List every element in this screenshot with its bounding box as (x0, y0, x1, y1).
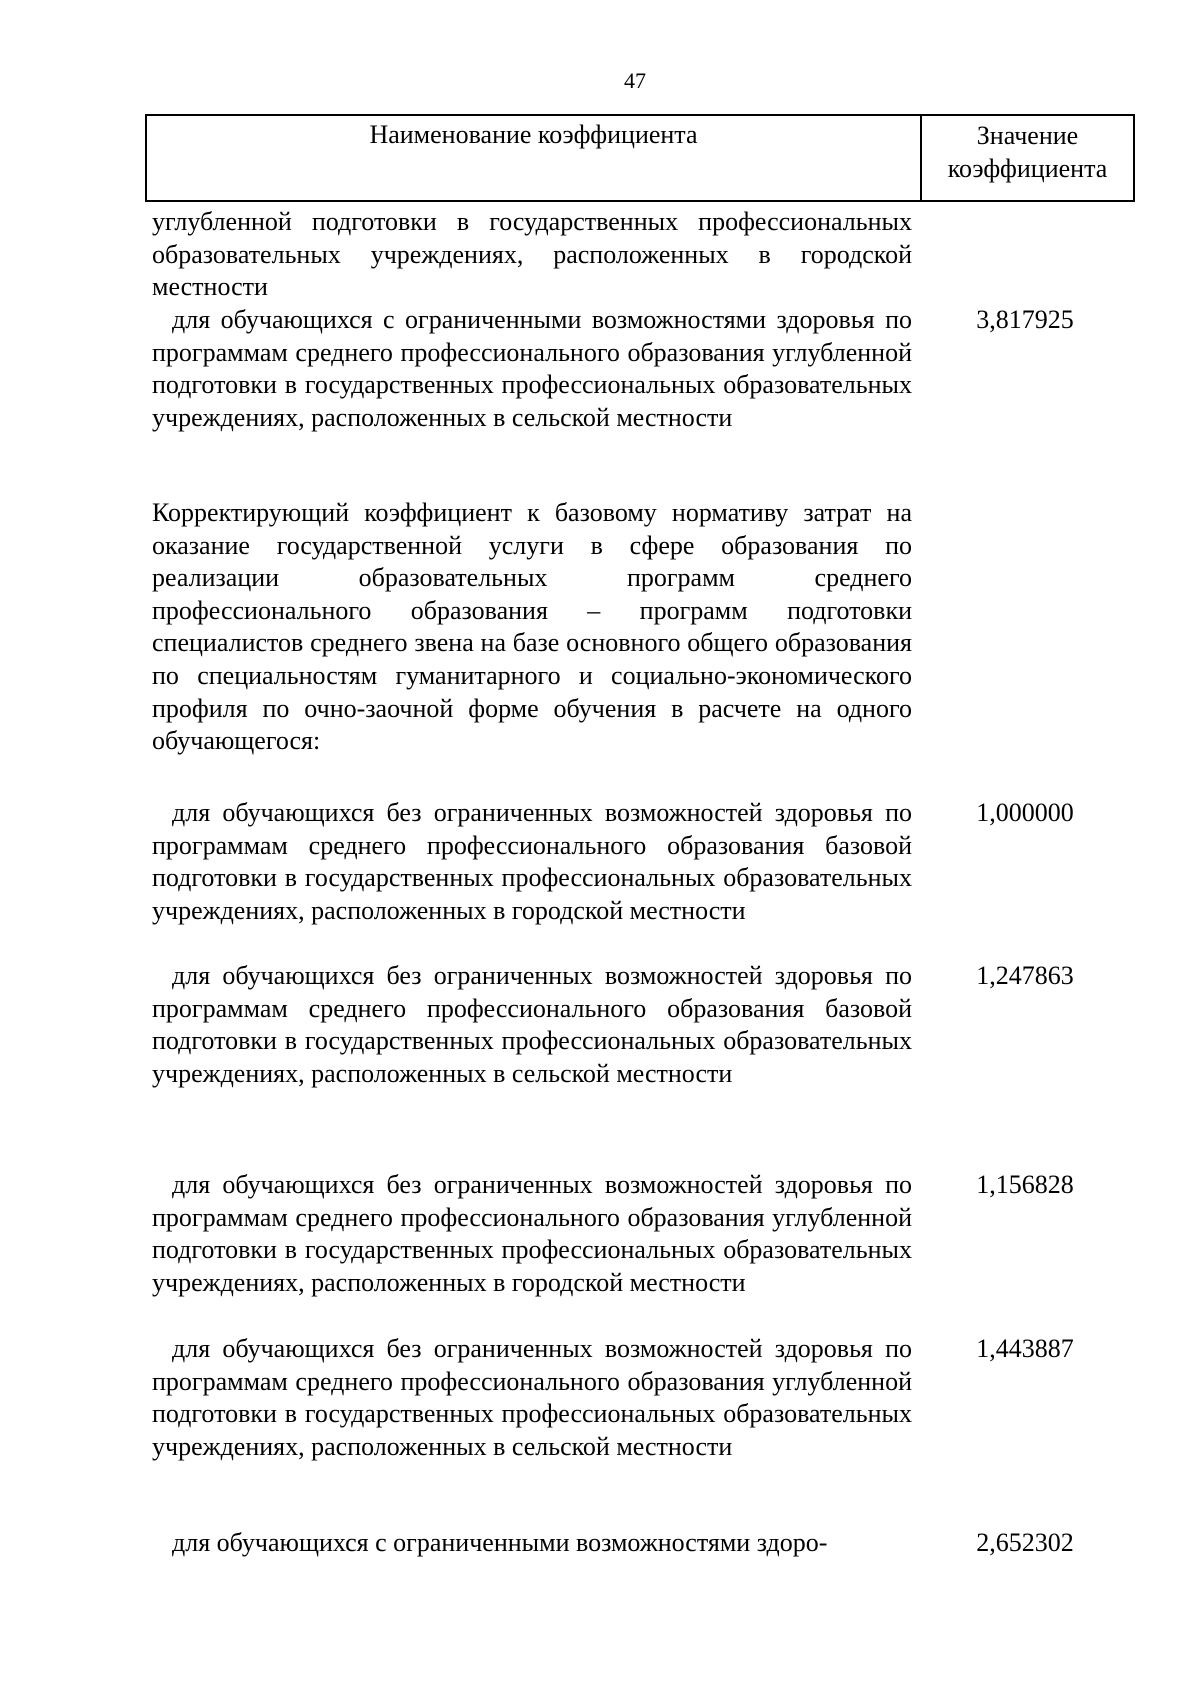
coefficient-description: для обучающихся без ограниченных возможностей здоровья по программам среднего профессионального образования углубленной подготовки в государственных профессиональных образовательных учреждениях, расположенных в городской местности (152, 1170, 912, 1297)
coefficient-value: 3,817925 (976, 305, 1074, 334)
coefficient-description: для обучающихся с ограниченными возможностями здоро- (172, 1528, 828, 1557)
coefficient-description: для обучающихся с ограниченными возможностями здоровья по программам среднего профессионального образования углубленной подготовки в государственных профессиональных образовательных учреждениях, расположенных в сельской местности (152, 305, 912, 432)
coefficient-value: 1,000000 (976, 798, 1074, 827)
coefficient-description: для обучающихся без ограниченных возможностей здоровья по программам среднего профессионального образования базовой подготовки в государственных профессиональных образовательных учреждениях, расположенных в сельской местности (152, 961, 912, 1088)
header-name-column: Наименование коэффициента (147, 116, 922, 200)
table-header (145, 114, 1135, 202)
header-value-column (922, 116, 1133, 200)
coefficient-description: для обучающихся без ограниченных возможностей здоровья по программам среднего профессионального образования углубленной подготовки в государственных профессиональных образовательных учреждениях, расположенных в сельской местности (152, 1334, 912, 1461)
coefficient-description: для обучающихся без ограниченных возможностей здоровья по программам среднего профессионального образования базовой подготовки в государственных профессиональных образовательных учреждениях, расположенных в городской местности (152, 798, 912, 925)
section-heading: Корректирующий коэффициент к базовому нормативу затрат на оказание государственной услуги в сфере образования по реализации образовательных программ среднего профессионального образования – программ подготовки специалистов среднего звена на базе основного общего образования по специальностям гуманитарного и социально-экономического профиля по очно-заочной форме обучения в расчете на одного обучающегося: (152, 498, 912, 756)
page-number: 47 (624, 68, 646, 93)
coefficient-value: 1,443887 (976, 1334, 1074, 1363)
coefficient-value: 1,156828 (976, 1170, 1074, 1199)
header-value-line-1: Значение (976, 121, 1079, 150)
coefficient-value: 1,247863 (976, 961, 1074, 990)
coefficient-description: углубленной подготовки в государственных профессиональных образовательных учреждениях, расположенных в городской местности (152, 207, 912, 302)
header-value-line-2: коэффициента (947, 154, 1108, 183)
coefficient-value: 2,652302 (976, 1528, 1074, 1557)
